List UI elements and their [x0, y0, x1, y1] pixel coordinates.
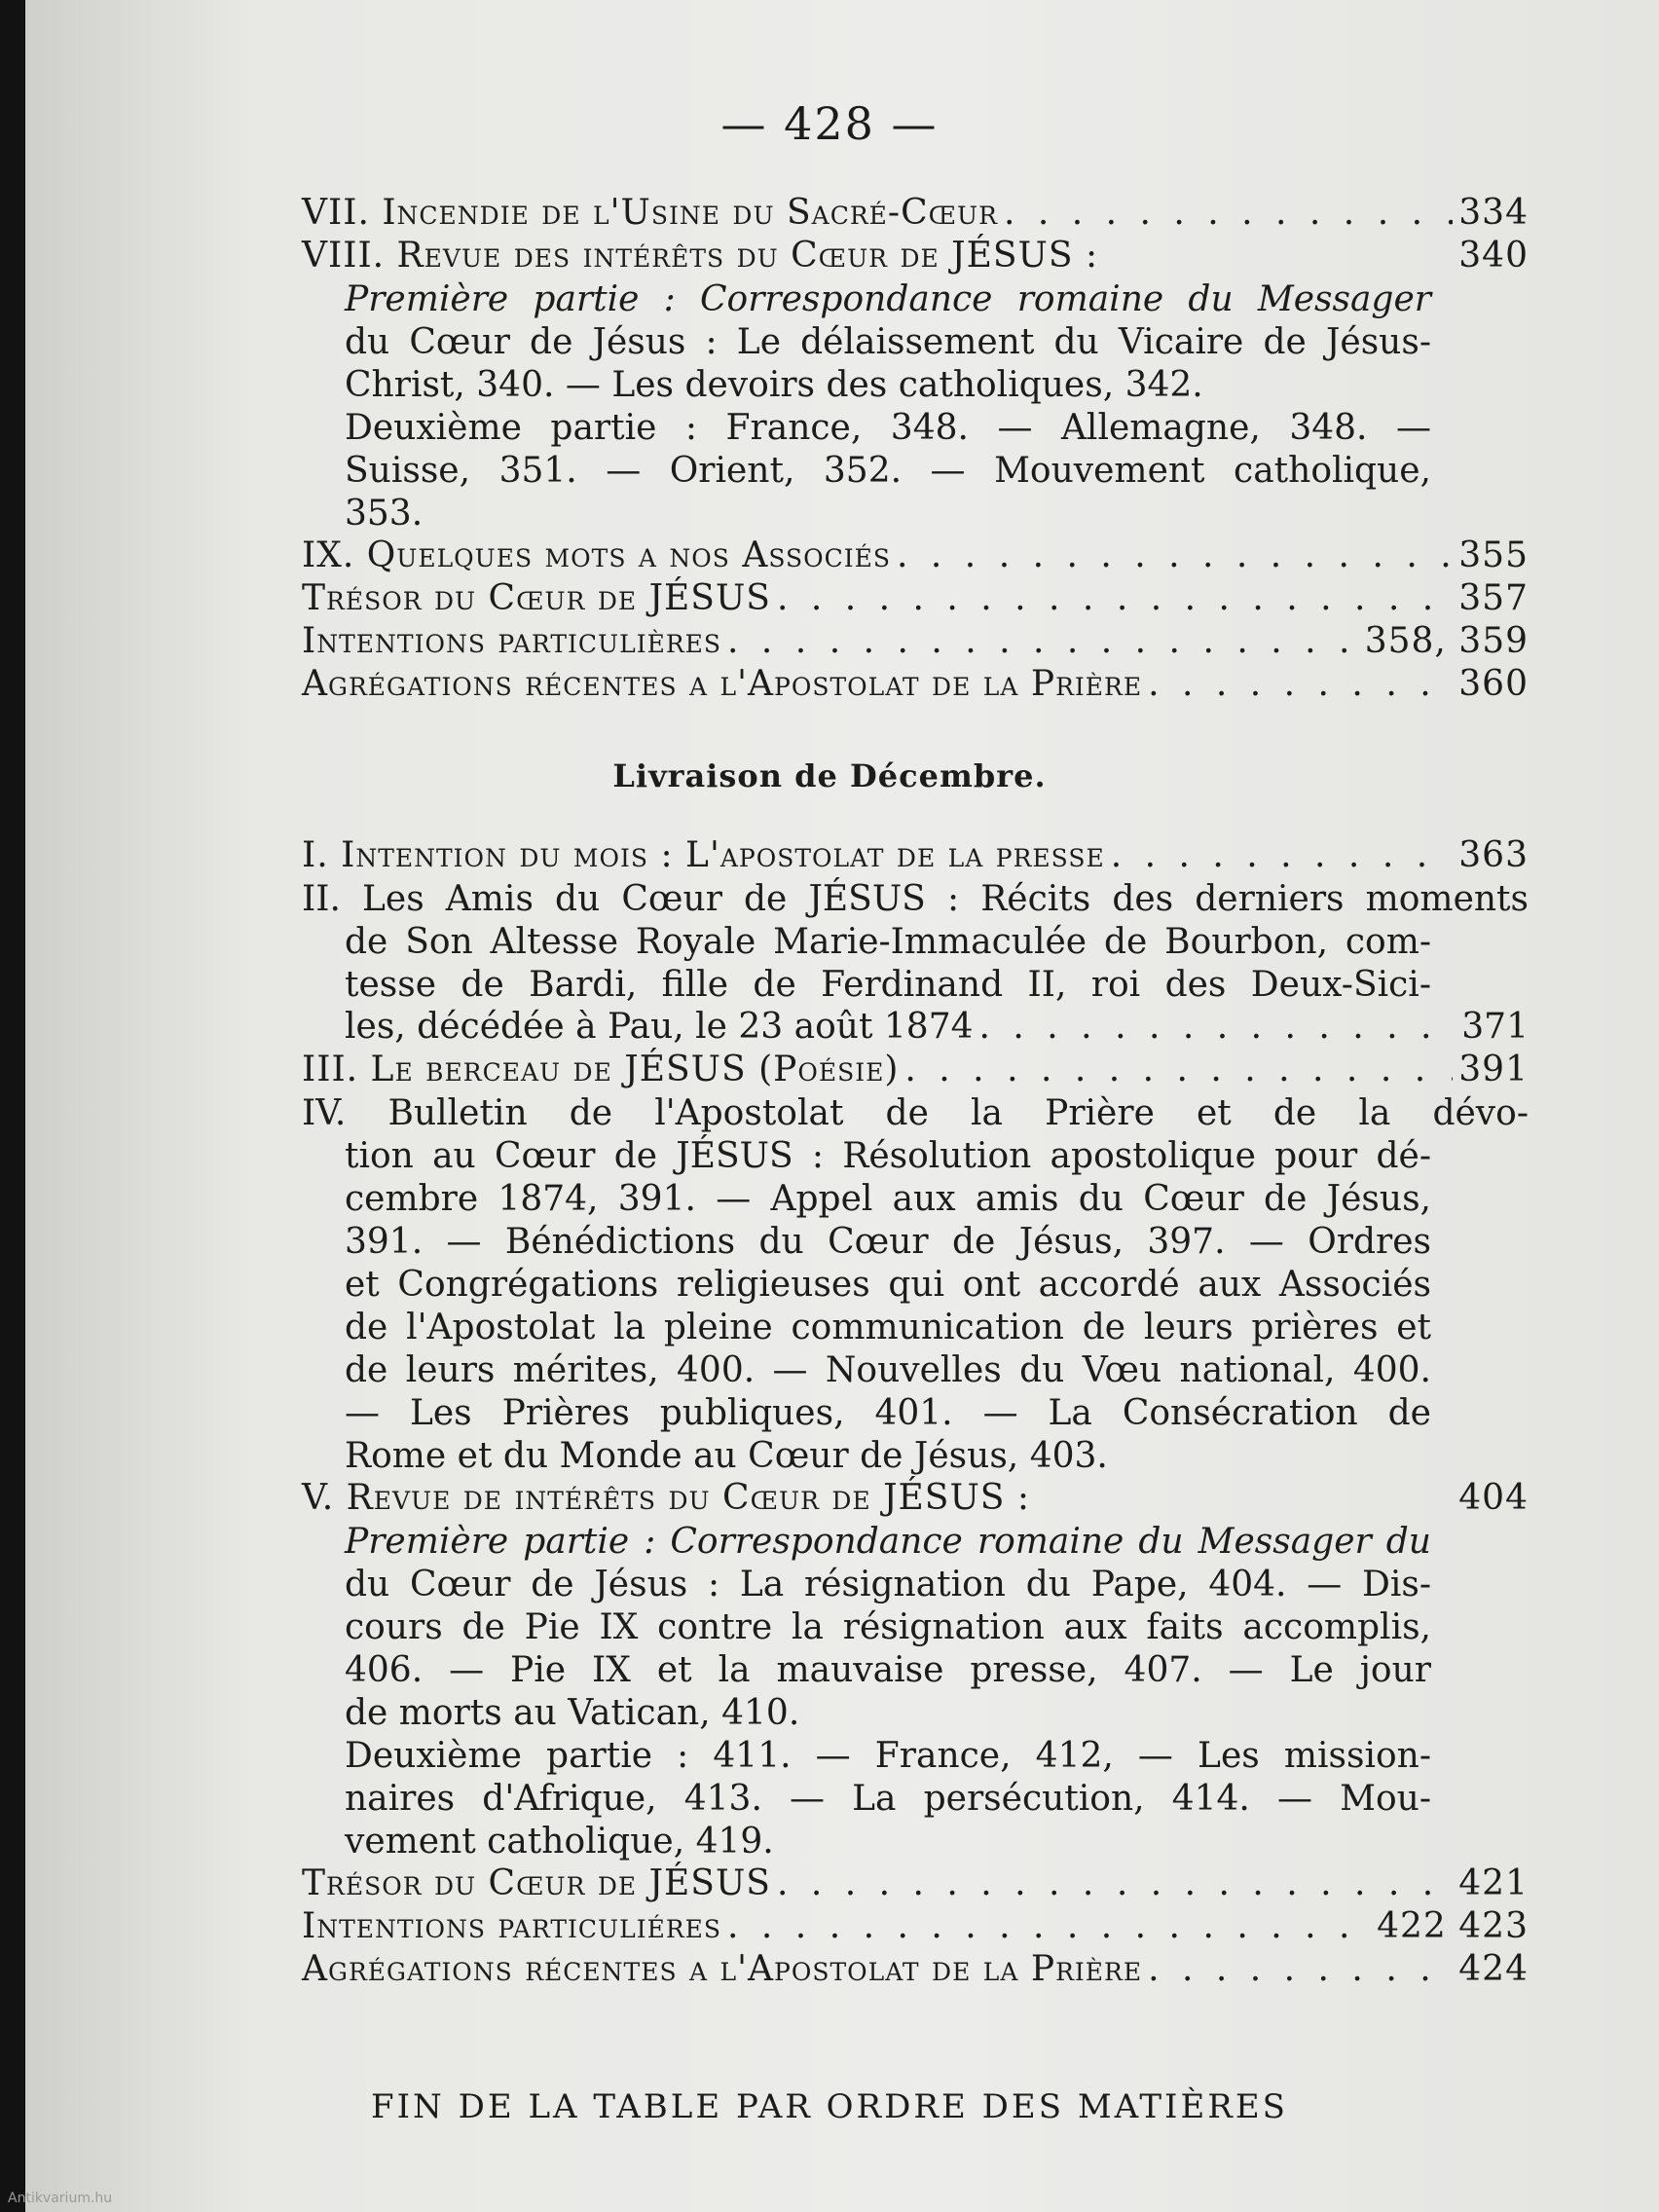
toc-sub-line: 391. — Bénédictions du Cœur de Jésus, 397. — Ordres — [345, 1222, 1431, 1262]
toc-entry-page: 424 — [1458, 1949, 1529, 1989]
toc-entry-page: 358, 359 — [1364, 621, 1529, 661]
toc-entry-label: Agrégations récentes a l'Apostolat de la Prière — [302, 1949, 1143, 1989]
toc-sub-line: cembre 1874, 391. — Appel aux amis du Cœur de Jésus, — [345, 1179, 1431, 1219]
toc-entry-label: Trésor du Cœur de JÉSUS — [302, 1863, 771, 1903]
leader-dots — [897, 535, 1453, 575]
toc-sub-line: vement catholique, 419. — [345, 1822, 774, 1862]
toc-entry-label: Intentions particuliéres — [302, 1906, 722, 1946]
toc-entry-dec-iii — [302, 1050, 1529, 1092]
toc-entry-dec-agregations — [302, 1949, 1529, 1992]
toc-entry-page: 340 — [1458, 236, 1529, 276]
end-note: FIN DE LA TABLE PAR ORDRE DES MATIÈRES — [371, 2087, 1288, 2126]
leader-dots — [727, 621, 1359, 661]
toc-entry-label: I. Intention du mois : L'apostolat de la presse — [302, 835, 1105, 875]
toc-entry-page: 404 — [1458, 1478, 1529, 1518]
leader-dots — [904, 1050, 1453, 1089]
toc-entry-page: 357 — [1458, 578, 1529, 618]
toc-entry-agregations — [302, 664, 1529, 707]
toc-entry-label: VIII. Revue des intérêts du Cœur de JÉSUS : — [302, 236, 1099, 276]
leader-dots — [1111, 835, 1454, 875]
toc-sub-line: Deuxième partie : France, 348. — Allemagne, 348. — — [345, 408, 1431, 448]
leader-dots — [1148, 1949, 1453, 1989]
toc-entry-label: V. Revue de intérêts du Cœur de JÉSUS : — [302, 1478, 1031, 1518]
toc-entry-page: 421 — [1458, 1863, 1529, 1903]
toc-sub-line: tesse de Bardi, fille de Ferdinand II, roi des Deux-Sici- — [345, 965, 1431, 1005]
toc-entry-label: les, décédée à Pau, le 23 août 1874 — [345, 1007, 974, 1047]
toc-entry-dec-tresor — [302, 1863, 1529, 1906]
toc-sub-line: tion au Cœur de JÉSUS : Résolution apostolique pour dé- — [345, 1136, 1431, 1176]
leader-dots — [979, 1007, 1456, 1047]
toc-entry-page: 422 423 — [1377, 1906, 1529, 1946]
toc-sub-line: du Cœur de Jésus : Le délaissement du Vicaire de Jésus- — [345, 322, 1431, 362]
toc-entry-intentions — [302, 621, 1529, 664]
toc-sub-line: de leurs mérites, 400. — Nouvelles du Vœu national, 400. — [345, 1350, 1431, 1390]
toc-sub-line: 353. — [345, 494, 424, 534]
toc-entry-label: Agrégations récentes a l'Apostolat de la Prière — [302, 664, 1143, 704]
toc-sub-line: Rome et du Monde au Cœur de Jésus, 403. — [345, 1436, 1108, 1476]
toc-sub-line-last — [345, 1007, 1529, 1050]
leader-dots — [1004, 193, 1453, 233]
toc-entry-dec-iv: IV. Bulletin de l'Apostolat de la Prière et de la dévo- — [302, 1093, 1529, 1133]
toc-entry-page: 334 — [1458, 193, 1529, 233]
toc-entry-label: Intentions particulières — [302, 621, 722, 661]
page-number: — 428 — — [720, 97, 939, 150]
toc-sub-line: de Son Altesse Royale Marie-Immaculée de Bourbon, com- — [345, 922, 1431, 962]
toc-sub-line: naires d'Afrique, 413. — La persécution, 414. — Mou- — [345, 1779, 1431, 1819]
toc-entry-label: VII. Incendie de l'Usine du Sacré-Cœur — [302, 193, 998, 233]
toc-sub-line: 406. — Pie IX et la mauvaise presse, 407. — Le jour — [345, 1650, 1431, 1690]
toc-entry-tresor — [302, 578, 1529, 621]
watermark: Antikvarium.hu — [8, 2191, 113, 2206]
toc-sub-line: et Congrégations religieuses qui ont accordé aux Associés — [345, 1265, 1431, 1305]
toc-entry-dec-intentions — [302, 1906, 1529, 1949]
leader-dots — [777, 578, 1453, 618]
toc-entry-page: 363 — [1458, 835, 1529, 875]
toc-sub-line: de l'Apostolat la pleine communication de leurs prières et — [345, 1308, 1431, 1347]
toc-entry-page: 355 — [1458, 535, 1529, 575]
toc-sub-line: Suisse, 351. — Orient, 352. — Mouvement catholique, — [345, 451, 1431, 491]
toc-entry-dec-i — [302, 835, 1529, 878]
toc-entry-vii — [302, 193, 1529, 236]
toc-sub-line: Deuxième partie : 411. — France, 412, — Les mission- — [345, 1736, 1431, 1776]
toc-entry-page: 360 — [1458, 664, 1529, 704]
toc-entry-label: IX. Quelques mots a nos Associés — [302, 535, 892, 575]
toc-entry-label: III. Le berceau de JÉSUS (Poésie) — [302, 1050, 900, 1089]
toc-entry-label: Trésor du Cœur de JÉSUS — [302, 578, 771, 618]
toc-entry-dec-v — [302, 1478, 1529, 1521]
leader-dots — [727, 1906, 1371, 1946]
toc-entry-page: 391 — [1458, 1050, 1529, 1089]
toc-sub-line: du Cœur de Jésus : La résignation du Pape, 404. — Dis- — [345, 1565, 1431, 1604]
toc-sub-line: Christ, 340. — Les devoirs des catholiques, 342. — [345, 365, 1203, 405]
toc-sub-line: Première partie : Correspondance romaine du Messager — [345, 279, 1431, 319]
toc-sub-line: cours de Pie IX contre la résignation aux faits accomplis, — [345, 1607, 1431, 1647]
section-heading: Livraison de Décembre. — [612, 757, 1047, 794]
scan-edge-shadow — [0, 0, 25, 2212]
leader-dots — [777, 1863, 1453, 1903]
toc-entry-ix — [302, 535, 1529, 578]
toc-sub-line: — Les Prières publiques, 401. — La Consécration de — [345, 1393, 1431, 1433]
toc-entry-viii — [302, 236, 1529, 278]
toc-sub-line: Première partie : Correspondance romaine du Messager du — [345, 1522, 1431, 1562]
toc-entry-page: 371 — [1461, 1007, 1529, 1047]
toc-entry-dec-ii: II. Les Amis du Cœur de JÉSUS : Récits des derniers moments — [302, 879, 1529, 919]
toc-sub-line: de morts au Vatican, 410. — [345, 1693, 800, 1733]
leader-dots — [1148, 664, 1453, 704]
